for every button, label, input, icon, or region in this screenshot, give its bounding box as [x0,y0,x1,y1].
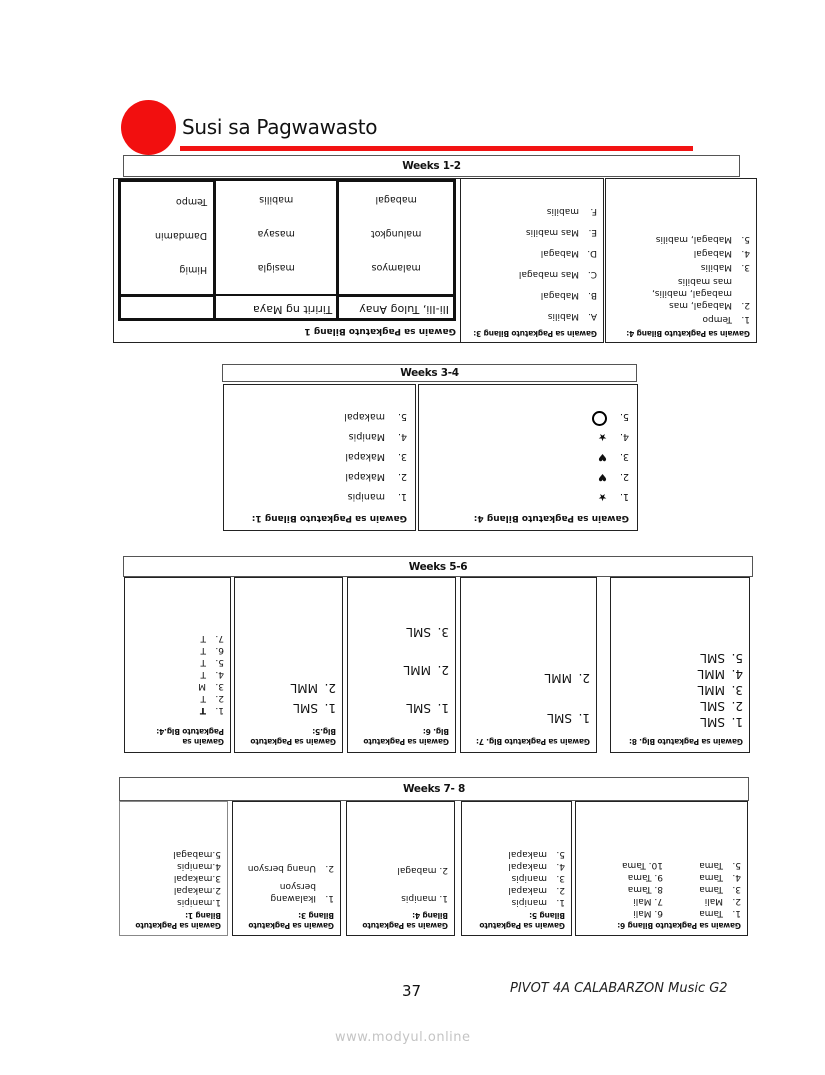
table-header-cell [120,296,215,320]
list-item [354,624,449,640]
item-number: 1. [731,715,743,729]
cell-text: mabilis [259,194,294,206]
list-item [427,426,629,446]
item-number: 1. [556,897,565,907]
weeks78-b4-box [346,801,455,936]
weeks78-b6-box [575,801,748,936]
item-number: 3. [619,451,629,462]
star-icon: ★ [598,431,607,442]
item-text: SML [293,701,318,715]
list-item [467,710,590,726]
star-icon: ★ [598,491,607,502]
b3-list [239,862,334,904]
item-number: 3. [215,681,224,691]
item-number: 5. [619,411,629,422]
weeks12-gawain1-box [113,178,461,343]
list-item [622,859,663,871]
weeks12-gawain3-box [460,178,604,343]
item-text: Mabagal, mas mabagal, mabilis, mas mabilis [651,276,732,310]
item-number: 4. [741,248,750,258]
item-text: 7. Mali [633,896,663,906]
item-text: MML [544,671,572,685]
item-number: 4. [619,431,629,442]
item-text: Mas mabagal [518,269,579,279]
list-item [427,446,629,466]
item-text: Makapal [345,471,385,482]
item-text: Ikalawang bersyon [270,881,316,903]
item-number: F. [590,206,597,216]
item-text: SML [406,701,431,715]
cell-text: masaya [257,228,295,240]
list-item [239,862,334,874]
item-number: 5. [397,411,407,422]
item-number: B. [587,290,597,300]
list-item [241,680,336,696]
gawain-title: Gawain sa Pagkatuto Bilang 6: [617,921,741,930]
cell-text: mabagal [375,194,417,205]
blg8-list [617,650,743,730]
item-text: Tama [699,884,723,894]
item-text: makapal [344,411,385,422]
weeks56-blg6-box [347,577,456,753]
series-label: PIVOT 4A CALABARZON Music G2 [510,981,728,996]
list-item [131,644,224,656]
item-number: C. [587,269,597,279]
item-text: MML [403,663,431,677]
item-number: 4. [731,667,743,681]
list-item [612,261,750,273]
item-text: MML [697,667,725,681]
gawain1-table [118,179,456,321]
list-item [427,466,629,486]
item-number: 2. [732,896,741,906]
item-text: T [200,657,206,667]
weeks78-b5-box [461,801,572,936]
item-number: 2. [437,663,449,677]
list-item [232,486,407,506]
item-text: Tama [699,908,723,918]
item-text: manipis [511,897,547,907]
item-text: 5.mabagal [173,849,221,859]
item-number: 1. [578,711,590,725]
list-item [663,883,741,895]
item-text: Mabagal [693,248,732,258]
item-text: mabilis [546,206,579,216]
list-item [663,895,741,907]
list-item [126,884,221,896]
list-item [353,864,448,876]
list-item [239,880,334,904]
item-number: 3. [397,451,407,462]
watermark: www.modyul.online [335,1030,471,1045]
item-number: A. [588,311,597,321]
item-text: 6. Mali [633,908,663,918]
item-text: 4.manipis [177,861,221,871]
item-text: 9. Tama [627,872,663,882]
weeks56-blg7-box [460,577,597,753]
weeks12-gawain4-box [605,178,757,343]
list-item [131,632,224,644]
list-item [622,907,663,919]
item-number: 1. [397,491,407,502]
item-number: 1. [324,701,336,715]
gawain3-list [467,205,597,322]
table-header-cell: Tiririt ng Maya [215,296,338,320]
weeks-1-2-header: Weeks 1-2 [123,155,740,177]
blg4-list [131,632,224,716]
item-number: 7. [215,633,224,643]
list-item [622,895,663,907]
list-item [467,310,597,322]
list-item [468,872,565,884]
page-title: Susi sa Pagwawasto [182,115,378,139]
item-text: Mabilis [700,262,732,272]
weeks78-b3-box [232,801,341,936]
item-text: SML [547,711,572,725]
list-item [126,872,221,884]
weeks-3-4-header: Weeks 3-4 [222,364,637,382]
item-number: 1. [215,705,224,715]
item-number: 2. [215,693,224,703]
item-number: 4. [556,861,565,871]
item-text: Mabagal, mabilis [655,234,732,244]
item-text: 2.makapal [173,885,221,895]
item-number: 1. [437,701,449,715]
b6-left-list [663,859,741,919]
item-text: manipis [511,873,547,883]
list-item [617,698,743,714]
gawain4-list [612,233,750,325]
weeks78-b1-box [119,801,228,936]
gawain-title: Gawain sa Pagkatuto Blg. 7: [476,737,590,746]
item-number: D. [587,248,597,258]
list-item [468,884,565,896]
item-text: Mabilis [547,311,579,321]
list-item [468,896,565,908]
item-text: manipis [347,491,385,502]
list-item [126,848,221,860]
item-text: MML [290,681,318,695]
list-item [354,700,449,716]
weeks-5-6-header: Weeks 5-6 [123,556,753,577]
weeks56-blg5-box [234,577,343,753]
item-number: 4. [397,431,407,442]
gawain-title: Gawain sa Pagkatuto Bilang 4: [473,513,629,523]
list-item [612,233,750,245]
item-text: T [199,705,206,715]
table-header-cell: Ili-Ili, Tulog Anay [338,296,455,320]
gawain-title: Gawain sa Pagkatuto Bilang 1: [251,513,407,523]
weeks56-blg8-box [610,577,750,753]
item-number: E. [588,227,597,237]
list-item [612,275,750,311]
item-number: 6. [215,645,224,655]
heart-icon: ♥ [598,451,607,462]
gawain-title: Gawain sa Pagkatuto Bilang 5: [479,911,565,930]
item-text: makapal [508,849,547,859]
item-text: SML [700,715,725,729]
list-item [612,313,750,325]
item-number: 3. [437,625,449,639]
circle-icon [592,411,607,426]
cell-text: Damdamin [154,230,208,241]
list-item [622,871,663,883]
item-text: Mabagal [540,248,579,258]
list-item [467,226,597,238]
list-item [126,860,221,872]
list-item [354,662,449,678]
blg5-list [241,680,336,716]
list-item [617,682,743,698]
list-item [617,714,743,730]
item-number: 2. [731,699,743,713]
item-number: 2. [324,681,336,695]
item-text: 8. Tama [627,884,663,894]
cell-text: Himig [179,264,208,275]
weeks34-gawain4-box [418,384,638,531]
b5-list [468,848,565,908]
gawain-title: Gawain sa Pagkatuto Bilang 4: [626,329,750,338]
gawain-title: Gawain sa Pagkatuto Bilang 1 [304,326,456,336]
gawain-title: Gawain sa Pagkatuto Blg. 8: [629,737,743,746]
list-item [468,860,565,872]
item-text: makapal [508,885,547,895]
list-item [126,896,221,908]
list-item [232,466,407,486]
item-text: 2. mabagal [397,865,448,875]
list-item [468,848,565,860]
list-item [467,247,597,259]
item-text: T [200,633,206,643]
list-item [467,289,597,301]
list-item [467,268,597,280]
item-number: 3. [556,873,565,883]
item-number: 1. [619,491,629,502]
item-text: T [200,645,206,655]
gawain1-list [232,406,407,506]
list-item [617,666,743,682]
item-text: Mabagal [540,290,579,300]
item-text: 3.makapal [173,873,221,883]
item-text: SML [700,651,725,665]
list-item [232,406,407,426]
list-item [131,656,224,668]
b1-list [126,848,221,908]
table-cell [120,181,215,296]
list-item [353,892,448,904]
list-item [467,670,590,686]
list-item [622,883,663,895]
cell-text: masigla [257,262,295,274]
item-text: Mas mabilis [525,227,579,237]
cell-text: malungkot [370,228,422,239]
item-text: Makapal [345,451,385,462]
item-number: 5. [556,849,565,859]
item-text: Tempo [702,314,732,324]
item-text: 1.manipis [177,897,221,907]
list-item [663,907,741,919]
item-number: 3. [732,884,741,894]
item-text: 10. Tama [622,860,663,870]
item-text: MML [697,683,725,697]
item-text: Tama [699,860,723,870]
item-number: 3. [731,683,743,697]
blg6-list [354,624,449,716]
item-number: 2. [741,300,750,310]
item-number: 1. [325,893,334,903]
list-item [131,668,224,680]
item-number: 5. [732,860,741,870]
list-item [663,871,741,883]
item-text: Tama [699,872,723,882]
list-item [427,486,629,506]
item-text: SML [406,625,431,639]
item-number: 5. [215,657,224,667]
item-text: M [198,681,206,691]
list-item [232,426,407,446]
gawain-title: Gawain sa Pagkatuto Blg.5: [250,727,336,746]
gawain-title: Gawain sa Pagkatuto Bilang 3: [473,329,597,338]
item-number: 2. [619,471,629,482]
item-text: T [200,693,206,703]
item-number: 5. [741,234,750,244]
item-number: 2. [397,471,407,482]
weeks-7-8-header: Weeks 7- 8 [119,777,749,801]
item-text: 1. manipis [401,893,448,903]
list-item [131,680,224,692]
list-item [427,406,629,426]
b4-list [353,864,448,904]
list-item [131,704,224,716]
red-circle-decoration [121,100,176,155]
item-number: 4. [732,872,741,882]
list-item [617,650,743,666]
page-number: 37 [402,982,422,1000]
cell-text: Tempo [175,196,208,207]
table-cell [215,181,338,296]
heart-icon: ♥ [598,471,607,482]
table-cell [338,181,455,296]
weeks56-blg4-box [124,577,231,753]
b6-right-list [622,859,663,919]
list-item [612,247,750,259]
list-item [241,700,336,716]
gawain-title: Gawain sa Pagkatuto Bilang 4: [362,911,448,930]
item-text: Mali [704,896,723,906]
gawain-title: Gawain sa Pagkatuto Blg.4: [156,727,224,746]
gawain4-list [427,406,629,506]
item-number: 1. [741,314,750,324]
item-number: 4. [215,669,224,679]
list-item [663,859,741,871]
item-text: SML [700,699,725,713]
item-number: 2. [325,863,334,873]
blg7-list [467,670,590,726]
item-text: T [200,669,206,679]
weeks34-gawain1-box [223,384,416,531]
item-text: makapal [508,861,547,871]
item-number: 5. [731,651,743,665]
item-text: Unang bersyon [247,863,316,873]
gawain-title: Gawain sa Pagkatuto Bilang 3: [248,911,334,930]
list-item [467,205,597,217]
item-number: 3. [741,262,750,272]
gawain-title: Gawain sa Pagkatuto Bilang 1: [135,911,221,930]
item-number: 2. [578,671,590,685]
title-underline [180,146,693,151]
list-item [232,446,407,466]
item-number: 1. [732,908,741,918]
list-item [131,692,224,704]
item-text: Manipis [348,431,385,442]
gawain-title: Gawain sa Pagkatuto Blg. 6: [363,727,449,746]
item-number: 2. [556,885,565,895]
cell-text: malamyos [371,262,421,273]
